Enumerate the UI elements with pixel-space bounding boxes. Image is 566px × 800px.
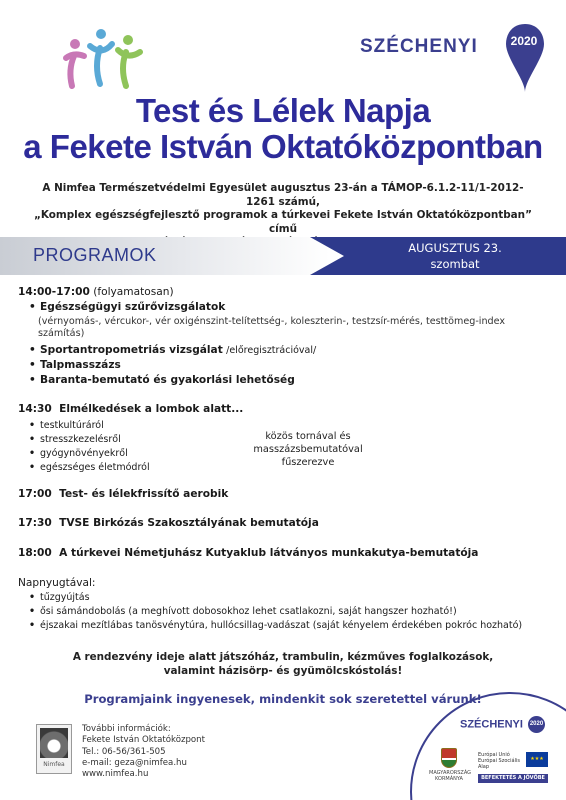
block2-time: 14:30	[18, 403, 52, 415]
foot-massage-label: Talpmasszázs	[40, 359, 121, 371]
detail-line: számítás)	[38, 328, 85, 339]
event-date-day: AUGUSZTUS 23.	[408, 241, 502, 255]
list-item	[30, 448, 128, 459]
detail-line: (vérnyomás-, vércukor-, vér oxigénszint-telítettség-, koleszterin-, testzsír-mérés, testtömeg-index	[38, 316, 506, 327]
event-time: 17:00	[18, 488, 52, 500]
eu-flag-icon: ★★★	[526, 752, 548, 767]
intro-line: „Komplex egészségfejlesztő programok a túrkevei Fekete István Oktatóközpontban” című	[34, 209, 532, 235]
water-lily-icon	[40, 728, 68, 758]
list-item	[30, 301, 225, 313]
side-note-line: közös tornával és masszázsbemutatóval	[253, 431, 363, 455]
event-row	[18, 547, 478, 559]
block2-title: Elmélkedések a lombok alatt...	[59, 403, 244, 415]
closing-paragraph	[40, 650, 526, 678]
list-item	[30, 606, 457, 617]
topic-label: gyógynövényekről	[40, 448, 128, 459]
nimfea-logo	[36, 724, 72, 774]
event-row	[18, 517, 319, 529]
sunset-item: tűzgyújtás	[40, 592, 90, 603]
health-screening-label: Egészségügyi szűrővizsgálatok	[40, 301, 226, 313]
eu-line: Európai Unió	[478, 752, 510, 758]
szechenyi-year: 2020	[510, 34, 538, 48]
contact-info	[82, 724, 205, 780]
baranta-label: Baranta-bemutató és gyakorlási lehetőség	[40, 374, 295, 386]
sunset-item: ősi sámándobolás (a meghívott dobosokhoz lehet csatlakozni, saját hangszer hozható!)	[40, 606, 457, 617]
event-date	[370, 240, 540, 272]
topic-label: stresszkezelésről	[40, 434, 121, 445]
page-subtitle: a Fekete István Oktatóközpontban	[23, 128, 543, 165]
event-row	[18, 488, 228, 500]
people-figures-logo	[60, 26, 150, 92]
szechenyi-2020-logo	[360, 22, 550, 94]
contact-line: További információk:	[82, 724, 171, 734]
event-title: A túrkevei Németjuhász Kutyaklub látványos munkakutya-bemutatója	[59, 547, 479, 559]
topic-label: egészséges életmódról	[40, 462, 150, 473]
hungarian-government-logo	[429, 748, 472, 782]
footer-szechenyi-word: SZÉCHENYI	[460, 718, 523, 731]
block2-side-note	[218, 430, 398, 469]
footer-arc	[410, 692, 566, 800]
contact-email[interactable]: e-mail: geza@nimfea.hu	[82, 757, 187, 768]
block1-time: 14:00-17:00	[18, 286, 90, 298]
eu-logo	[478, 752, 548, 781]
health-screening-detail	[38, 316, 553, 340]
list-item	[30, 592, 90, 603]
eu-line: Alap	[478, 764, 490, 770]
event-time: 17:30	[18, 517, 52, 529]
event-date-weekday: szombat	[430, 257, 480, 271]
event-title: Test- és lélekfrissítő aerobik	[59, 488, 229, 500]
anthropometry-label: Sportantropometriás vizsgálat	[40, 344, 223, 356]
topic-label: testkultúráról	[40, 420, 104, 431]
program-band	[0, 237, 566, 275]
coat-of-arms-icon	[441, 748, 457, 768]
gov-line: KORMÁNYA	[435, 776, 463, 782]
sunset-heading: Napnyugtával:	[18, 577, 96, 589]
list-item	[30, 359, 121, 371]
szechenyi-pin-icon	[504, 22, 546, 94]
side-note-line: fűszerezve	[281, 457, 335, 468]
list-item	[30, 434, 121, 445]
event-time: 18:00	[18, 547, 52, 559]
list-item	[30, 620, 522, 631]
free-entry-line: Programjaink ingyenesek, mindenkit sok szeretettel várunk!	[84, 692, 482, 706]
contact-line: Fekete István Oktatóközpont	[82, 735, 205, 746]
anthropometry-note: /előregisztrációval/	[226, 345, 317, 356]
list-item	[30, 344, 316, 356]
szechenyi-word: SZÉCHENYI	[360, 36, 478, 57]
contact-phone: Tel.: 06-56/361-505	[82, 746, 166, 757]
nimfea-caption: Nimfea	[43, 761, 65, 768]
eu-line: Európai Szociális	[478, 758, 520, 764]
closing-line: valamint házisörp- és gyümölcskóstolás!	[163, 665, 403, 677]
block1-heading	[18, 286, 174, 298]
program-heading: PROGRAMOK	[33, 245, 157, 265]
sunset-item: éjszakai mezítlábas tanösvénytúra, hullócsillag-vadászat (saját kényelem érdekében pokróc hozható)	[40, 620, 523, 631]
list-item	[30, 420, 104, 431]
block2-heading	[18, 403, 243, 415]
gov-line: MAGYARORSZÁG	[429, 770, 472, 776]
intro-line: A Nimfea Természetvédelmi Egyesület augusztus 23-án a TÁMOP-6.1.2-11/1-2012-1261 számú,	[42, 182, 524, 208]
event-title: TVSE Birkózás Szakosztályának bemutatója	[59, 517, 319, 529]
list-item	[30, 374, 295, 386]
closing-line: A rendezvény ideje alatt játszóház, trambulin, kézműves foglalkozások,	[72, 651, 494, 663]
block1-note: (folyamatosan)	[93, 286, 174, 298]
footer-szechenyi-logo	[460, 716, 545, 733]
eu-invest-banner: BEFEKTETÉS A JÖVŐBE	[478, 774, 548, 783]
list-item	[30, 462, 150, 473]
footer-szechenyi-year: 2020	[528, 716, 545, 733]
page-title: Test és Lélek Napja	[135, 92, 431, 129]
contact-website[interactable]: www.nimfea.hu	[82, 769, 149, 780]
